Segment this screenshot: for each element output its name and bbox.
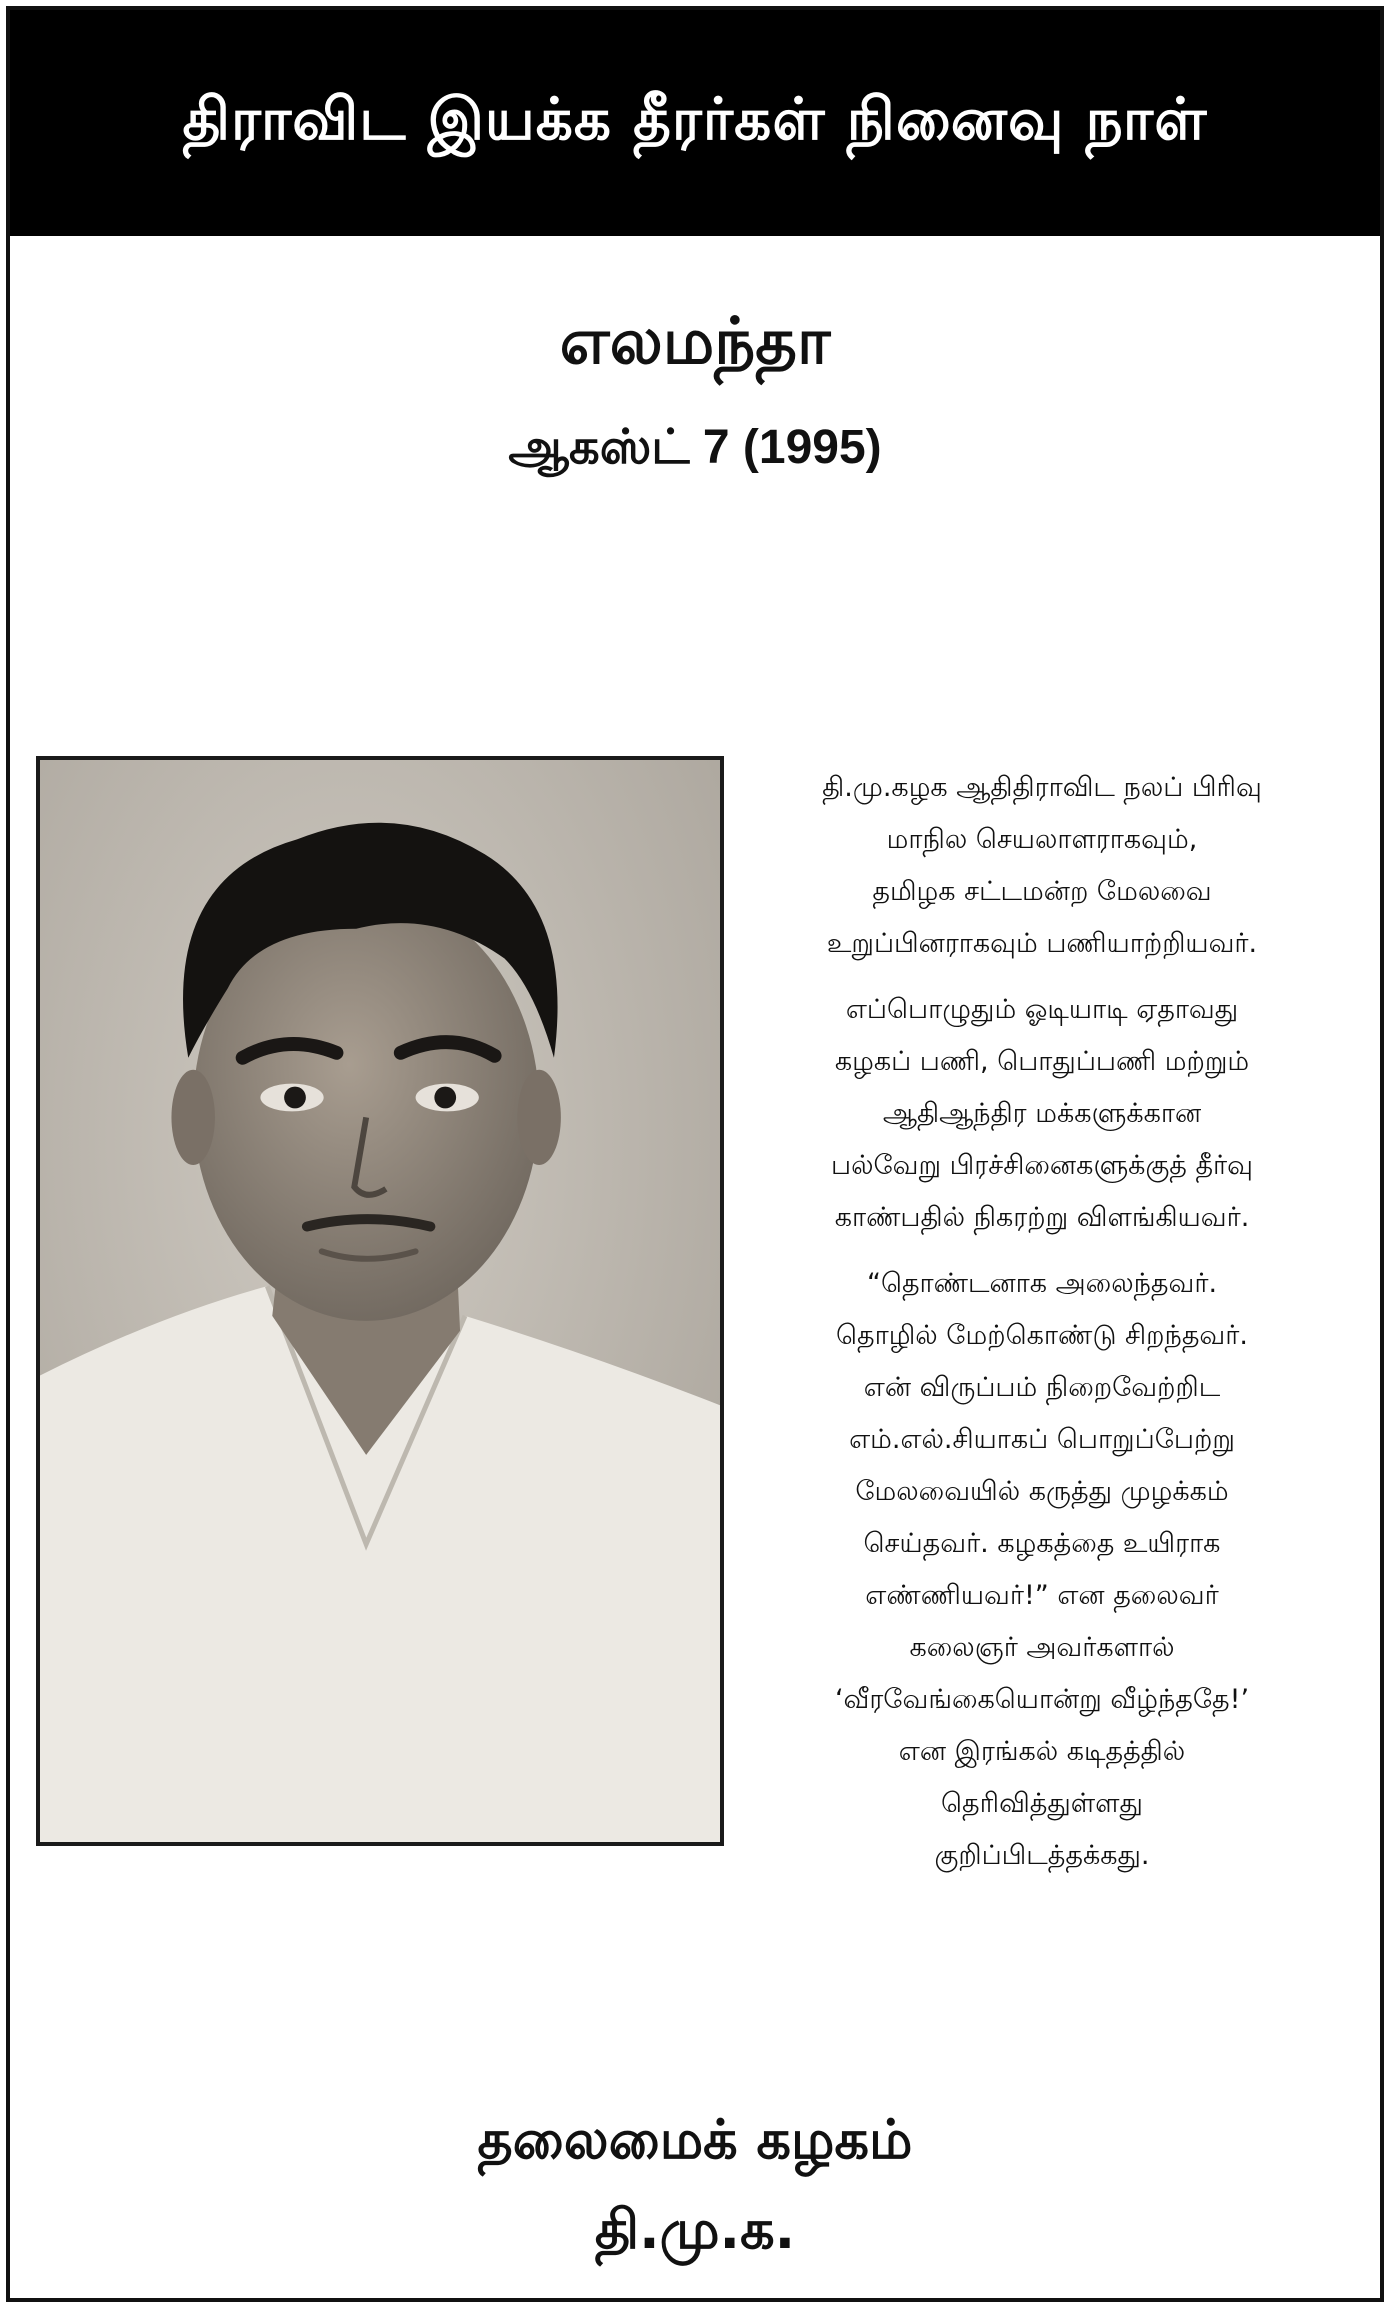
issuer-office: தலைமைக் கழகம்: [477, 2108, 913, 2171]
party-name: தி.மு.க.: [594, 2198, 796, 2261]
bio-line: தி.மு.கழக ஆதிதிராவிட நலப் பிரிவு: [822, 772, 1262, 803]
header-band: [10, 10, 1380, 236]
bio-line: உறுப்பினராகவும் பணியாற்றியவர்.: [826, 928, 1258, 959]
bio-line: மாநில செயலாளராகவும்,: [886, 824, 1198, 855]
bio-paragraph: [722, 762, 1362, 970]
person-name: எலமந்தா: [559, 305, 831, 379]
bio-line: தொழில் மேற்கொண்டு சிறந்தவர்.: [836, 1320, 1248, 1351]
bio-line: எம்.எல்.சியாகப் பொறுப்பேற்று: [849, 1424, 1235, 1455]
bio-line: ஆதிஆந்திர மக்களுக்கான: [882, 1098, 1202, 1129]
bio-line: எண்ணியவர்!” என தலைவர்: [865, 1580, 1219, 1611]
bio-line: தெரிவித்துள்ளது: [941, 1788, 1143, 1819]
memorial-poster: [6, 6, 1384, 2302]
bio-line: கழகப் பணி, பொதுப்பணி மற்றும்: [834, 1046, 1250, 1077]
bio-line: மேலவையில் கருத்து முழக்கம்: [855, 1476, 1229, 1507]
bio-paragraph: [722, 984, 1362, 1244]
bio-line: எப்பொழுதும் ஓடியாடி ஏதாவது: [845, 994, 1239, 1025]
bio-text: [722, 762, 1362, 1896]
bio-line: என இரங்கல் கடிதத்தில்: [898, 1736, 1186, 1767]
bio-line: ‘வீரவேங்கையொன்று வீழ்ந்ததே!’: [834, 1684, 1250, 1715]
bio-line: காண்பதில் நிகரற்று விளங்கியவர்.: [834, 1202, 1250, 1233]
portrait-illustration: [40, 760, 720, 1842]
bio-line: தமிழக சட்டமன்ற மேலவை: [872, 876, 1212, 907]
poster-title: திராவிட இயக்க தீரர்கள் நினைவு நாள்: [182, 85, 1208, 153]
memorial-date: ஆகஸ்ட் 7 (1995): [508, 421, 882, 474]
bio-line: பல்வேறு பிரச்சினைகளுக்குத் தீர்வு: [831, 1150, 1253, 1181]
bio-line: “தொண்டனாக அலைந்தவர்.: [866, 1268, 1218, 1299]
bio-line: என் விருப்பம் நிறைவேற்றிட: [863, 1372, 1221, 1403]
bio-paragraph: [722, 1258, 1362, 1882]
portrait-photo: [36, 756, 724, 1846]
bio-line: செய்தவர். கழகத்தை உயிராக: [863, 1528, 1221, 1559]
bio-line: கலைஞர் அவர்களால்: [909, 1632, 1175, 1663]
bio-line: குறிப்பிடத்தக்கது.: [934, 1840, 1150, 1871]
